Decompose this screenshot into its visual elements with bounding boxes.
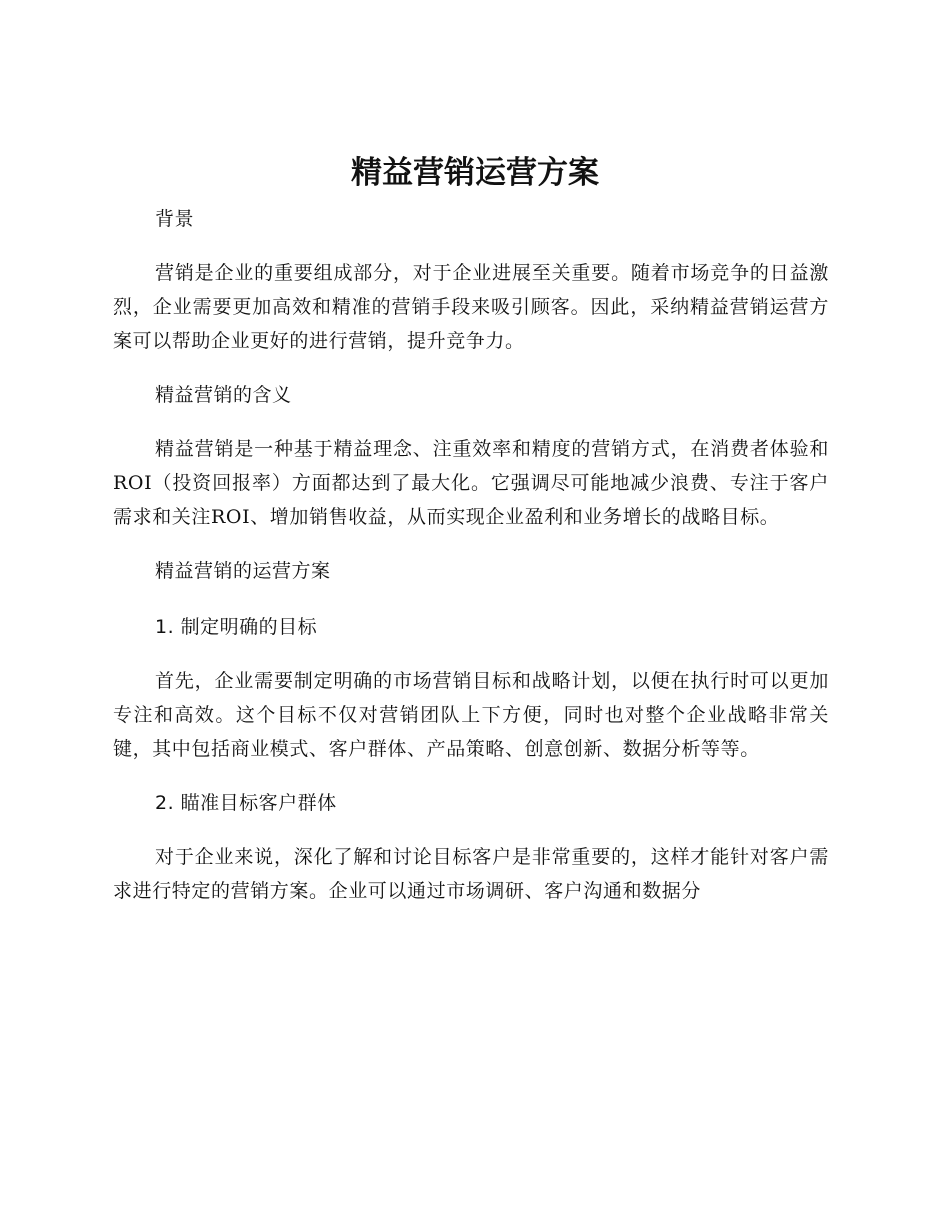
paragraph-meaning: 精益营销是一种基于精益理念、注重效率和精度的营销方式，在消费者体验和ROI（投资回报率）方面都达到了最大化。它强调尽可能地减少浪费、专注于客户需求和关注ROI、增加销售收益，从而实现企业盈利和业务增长的战略目标。	[113, 438, 829, 528]
document-title: 精益营销运营方案	[351, 155, 599, 191]
subsection-heading-step2: 2. 瞄准目标客户群体	[155, 792, 337, 814]
section-heading-background: 背景	[155, 208, 195, 230]
subsection-heading-step1: 1. 制定明确的目标	[155, 616, 318, 638]
document-body	[113, 200, 829, 926]
section-heading-plan: 精益营销的运营方案	[155, 560, 331, 582]
paragraph-step1: 首先，企业需要制定明确的市场营销目标和战略计划，以便在执行时可以更加专注和高效。这个目标不仅对营销团队上下方便，同时也对整个企业战略非常关键，其中包括商业模式、客户群体、产品策略、创意创新、数据分析等等。	[113, 670, 829, 760]
section-heading-meaning: 精益营销的含义	[155, 384, 292, 406]
paragraph-background: 营销是企业的重要组成部分，对于企业进展至关重要。随着市场竞争的日益激烈，企业需要更加高效和精准的营销手段来吸引顾客。因此，采纳精益营销运营方案可以帮助企业更好的进行营销，提升竞争力。	[113, 262, 829, 352]
paragraph-step2: 对于企业来说，深化了解和讨论目标客户是非常重要的，这样才能针对客户需求进行特定的营销方案。企业可以通过市场调研、客户沟通和数据分	[113, 846, 829, 902]
